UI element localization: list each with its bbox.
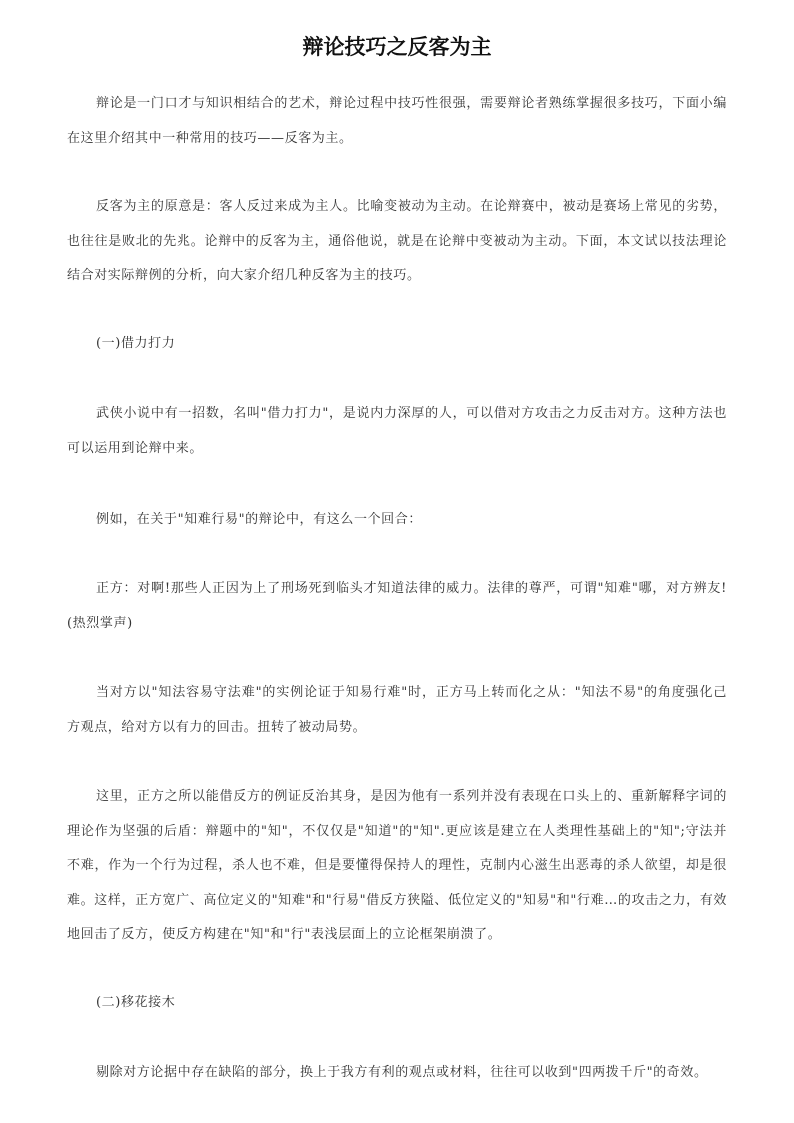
- paragraph-section2-intro: 剔除对方论据中存在缺陷的部分，换上于我方有利的观点或材料，往往可以收到"四两拨千斤"的奇效。: [96, 1065, 708, 1080]
- section-heading-1: (一)借力打力: [96, 336, 176, 351]
- paragraph-affirmative-quote: 正方：对啊!那些人正因为上了刑场死到临头才知道法律的威力。法律的尊严，可谓"知难"哪，对方辨友!(热烈掌声): [67, 581, 727, 631]
- document-title: 辩论技巧之反客为主: [302, 35, 492, 59]
- paragraph-definition: 反客为主的原意是：客人反过来成为主人。比喻变被动为主动。在论辩赛中，被动是赛场上常见的劣势，也往往是败北的先兆。论辩中的反客为主，通俗他说，就是在论辩中变被动为主动。下面，本文试以技法理论结合对实际辩例的分析，向大家介绍几种反客为主的技巧。: [67, 199, 727, 283]
- paragraph-example-intro: 例如，在关于"知难行易"的辩论中，有这么一个回合：: [96, 512, 422, 527]
- section-heading-2: (二)移花接木: [96, 995, 176, 1010]
- paragraph-analysis-1: 当对方以"知法容易守法难"的实例论证于知易行难"时，正方马上转而化之从："知法不易"的角度强化己方观点，给对方以有力的回击。扭转了被动局势。: [67, 685, 727, 735]
- paragraph-intro: 辩论是一门口才与知识相结合的艺术，辩论过程中技巧性很强，需要辩论者熟练掌握很多技巧，下面小编在这里介绍其中一种常用的技巧——反客为主。: [67, 96, 727, 146]
- paragraph-section1-intro: 武侠小说中有一招数，名叫"借力打力"，是说内力深厚的人，可以借对方攻击之力反击对方。这种方法也可以运用到论辩中来。: [67, 406, 727, 456]
- paragraph-analysis-2: 这里，正方之所以能借反方的例证反治其身，是因为他有一系列并没有表现在口头上的、重新解释字词的理论作为坚强的后盾：辩题中的"知"，不仅仅是"知道"的"知".更应该是建立在人类理性基础上的"知";守法并不难，作为一个行为过程，杀人也不难，但是要懂得保持人的理性，克制内心滋生出恶毒的杀人欲望，却是很难。这样，正方宽广、高位定义的"知难"和"行易"借反方狭隘、低位定义的"知易"和"行难…的攻击之力，有效地回击了反方，使反方构建在"知"和"行"表浅层面上的立论框架崩溃了。: [67, 789, 727, 942]
